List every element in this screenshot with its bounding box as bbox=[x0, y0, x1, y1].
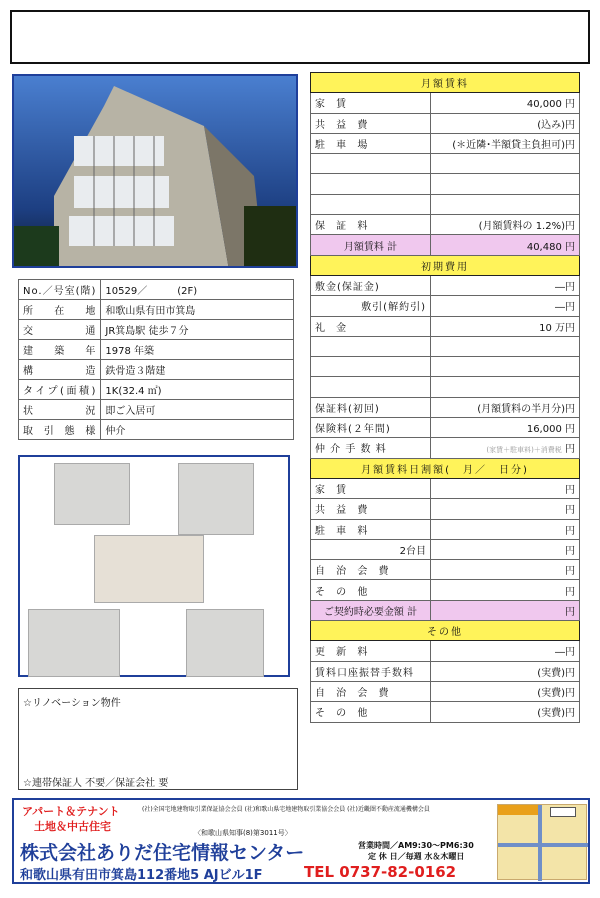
interior-photo-grid bbox=[18, 455, 290, 677]
prorate-association-label: 自 治 会 費 bbox=[311, 560, 431, 580]
rent-total-value: 40,480 円 bbox=[431, 235, 580, 255]
footer-holiday: 定 休 日／毎週 水＆木曜日 bbox=[368, 852, 465, 861]
key-money-label: 礼 金 bbox=[311, 316, 431, 336]
footer-address: 和歌山県有田市箕島112番地5 AJビル1F bbox=[20, 868, 263, 883]
other-section-header: その他 bbox=[311, 621, 580, 641]
prorate-other-label: そ の 他 bbox=[311, 580, 431, 600]
spec-value: 1K(32.4 ㎡) bbox=[101, 380, 294, 400]
other-fee-value: (実費)円 bbox=[431, 702, 580, 722]
deposit-value: ―円 bbox=[431, 275, 580, 295]
map-location-tag bbox=[550, 807, 576, 817]
map-road bbox=[538, 805, 542, 881]
blank-value bbox=[431, 336, 580, 356]
brokerage-fee-unit: 円 bbox=[565, 444, 575, 456]
parking-label: 駐 車 場 bbox=[311, 133, 431, 153]
remark-renovation: ☆リノベーション物件 bbox=[23, 698, 121, 709]
prorate-other-value: 円 bbox=[431, 580, 580, 600]
blank-value bbox=[431, 174, 580, 194]
deposit-deduction-value: ―円 bbox=[431, 296, 580, 316]
spec-value: 即ご入居可 bbox=[101, 400, 294, 420]
spec-row bbox=[19, 300, 294, 320]
kitchen-photo bbox=[28, 609, 120, 677]
prorate-section-header: 月額賃料日割額( 月／ 日分) bbox=[311, 458, 580, 478]
prorate-rent-label: 家 賃 bbox=[311, 478, 431, 498]
remark-guarantor: ☆連帯保証人 不要／保証会社 要 bbox=[23, 778, 169, 789]
spec-value: 鉄骨造３階建 bbox=[101, 360, 294, 380]
building-illustration bbox=[14, 76, 298, 268]
prorate-parking-label: 駐 車 料 bbox=[311, 519, 431, 539]
spec-row bbox=[19, 380, 294, 400]
blank-label bbox=[311, 336, 431, 356]
access-map bbox=[497, 804, 587, 880]
room-photo bbox=[94, 535, 204, 603]
blank-label bbox=[311, 357, 431, 377]
washroom-photo bbox=[186, 609, 264, 677]
spec-value: 和歌山県有田市箕島 bbox=[101, 300, 294, 320]
guarantee-initial-label: 保証料(初回) bbox=[311, 397, 431, 417]
prorate-common-label: 共 益 費 bbox=[311, 499, 431, 519]
spec-label: 構 造 bbox=[19, 360, 101, 380]
spec-label: 建 築 年 bbox=[19, 340, 101, 360]
spec-row bbox=[19, 340, 294, 360]
spec-row bbox=[19, 420, 294, 440]
footer-tag-land: 土地＆中古住宅 bbox=[34, 820, 111, 833]
parking-value: (＊近隣･半額貸主負担可)円 bbox=[431, 133, 580, 153]
footer-tel: TEL 0737-82-0162 bbox=[304, 863, 457, 881]
property-spec-table bbox=[18, 279, 294, 440]
association-fee-label: 自 治 会 費 bbox=[311, 681, 431, 701]
brokerage-fee-label: 仲 介 手 数 料 bbox=[311, 438, 431, 458]
prorate-association-value: 円 bbox=[431, 560, 580, 580]
spec-row bbox=[19, 280, 294, 300]
guarantee-fee-label: 保 証 料 bbox=[311, 215, 431, 235]
transfer-fee-value: (実費)円 bbox=[431, 661, 580, 681]
prorate-common-value: 円 bbox=[431, 499, 580, 519]
rent-section-header: 月額賃料 bbox=[311, 73, 580, 93]
brokerage-fee-value bbox=[431, 438, 580, 458]
spec-value: 1978 年築 bbox=[101, 340, 294, 360]
blank-label bbox=[311, 174, 431, 194]
guarantee-fee-value: (月額賃料の 1.2%)円 bbox=[431, 215, 580, 235]
spec-row bbox=[19, 320, 294, 340]
brokerage-fee-note: (家賃＋駐車料)＋消費税 bbox=[486, 446, 562, 455]
spec-label: No.／号室(階) bbox=[19, 280, 101, 300]
blank-value bbox=[431, 194, 580, 214]
initial-section-header: 初期費用 bbox=[311, 255, 580, 275]
remarks-box bbox=[18, 688, 298, 790]
footer-hours: 営業時間／AM9:30～PM6:30 bbox=[358, 841, 474, 850]
blank-label bbox=[311, 194, 431, 214]
spec-label: タイプ(面積) bbox=[19, 380, 101, 400]
blank-value bbox=[431, 154, 580, 174]
prorate-parking-value: 円 bbox=[431, 519, 580, 539]
common-fee-value: (込み)円 bbox=[431, 113, 580, 133]
fees-table bbox=[310, 72, 580, 723]
spec-label: 交 通 bbox=[19, 320, 101, 340]
rent-value: 40,000 円 bbox=[431, 93, 580, 113]
map-header-bar bbox=[498, 805, 542, 815]
spec-value: 10529／ (2F) bbox=[101, 280, 294, 300]
renewal-fee-label: 更 新 料 bbox=[311, 641, 431, 661]
footer-license: 〈和歌山県知事(8)第3011号〉 bbox=[194, 829, 292, 837]
transfer-fee-label: 賃料口座振替手数料 bbox=[311, 661, 431, 681]
rent-total-label: 月額賃料 計 bbox=[311, 235, 431, 255]
insurance-value: 16,000 円 bbox=[431, 418, 580, 438]
association-fee-value: (実費)円 bbox=[431, 681, 580, 701]
blank-label bbox=[311, 377, 431, 397]
guarantee-initial-value: (月額賃料の半月分)円 bbox=[431, 397, 580, 417]
spec-value: 仲介 bbox=[101, 420, 294, 440]
blank-value bbox=[431, 377, 580, 397]
contract-total-value: 円 bbox=[431, 600, 580, 620]
spec-label: 取 引 態 様 bbox=[19, 420, 101, 440]
deposit-label: 敷金(保証金) bbox=[311, 275, 431, 295]
key-money-value: 10 万円 bbox=[431, 316, 580, 336]
top-blank-box bbox=[10, 10, 590, 64]
footer-associations: (社)全国宅地建物取引業保証協会会員 (社)和歌山県宅地建物取引業協会会員 (社)近畿圏不動産流通機構会員 bbox=[142, 806, 430, 813]
rent-label: 家 賃 bbox=[311, 93, 431, 113]
common-fee-label: 共 益 費 bbox=[311, 113, 431, 133]
blank-value bbox=[431, 357, 580, 377]
bathroom-photo bbox=[54, 463, 130, 525]
deposit-deduction-label: 敷引(解約引) bbox=[311, 296, 431, 316]
map-road bbox=[498, 843, 588, 847]
insurance-label: 保険料(２年間) bbox=[311, 418, 431, 438]
spec-label: 所 在 地 bbox=[19, 300, 101, 320]
footer-tag-apartment: アパート＆テナント bbox=[22, 805, 120, 818]
renewal-fee-value: ―円 bbox=[431, 641, 580, 661]
prorate-second-car-label: 2台目 bbox=[311, 539, 431, 559]
blank-label bbox=[311, 154, 431, 174]
footer-company-name: 株式会社ありだ住宅情報センター bbox=[20, 842, 305, 864]
toilet-photo bbox=[178, 463, 254, 535]
spec-label: 状 況 bbox=[19, 400, 101, 420]
footer-agency-box bbox=[12, 798, 590, 884]
spec-row bbox=[19, 360, 294, 380]
spec-row bbox=[19, 400, 294, 420]
other-fee-label: そ の 他 bbox=[311, 702, 431, 722]
prorate-second-car-value: 円 bbox=[431, 539, 580, 559]
prorate-rent-value: 円 bbox=[431, 478, 580, 498]
building-photo bbox=[12, 74, 298, 268]
spec-value: JR箕島駅 徒歩７分 bbox=[101, 320, 294, 340]
contract-total-label: ご契約時必要金額 計 bbox=[311, 600, 431, 620]
